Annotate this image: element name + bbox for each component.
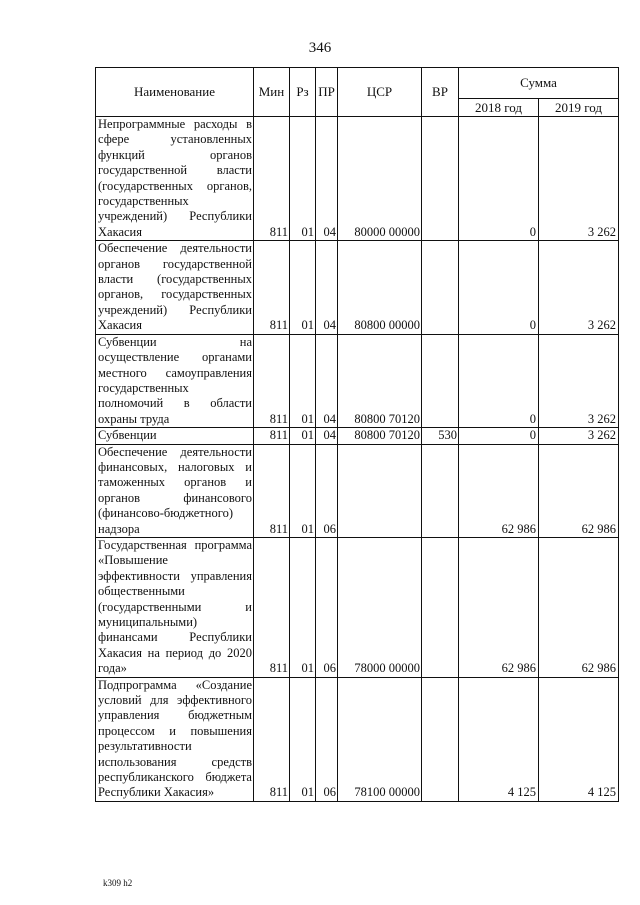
row-csr: 78000 00000 bbox=[338, 537, 422, 677]
row-pr: 06 bbox=[316, 677, 338, 801]
table-row bbox=[96, 117, 619, 241]
header-2018: 2018 год bbox=[459, 99, 539, 117]
row-csr: 80800 00000 bbox=[338, 241, 422, 334]
row-min: 811 bbox=[254, 334, 290, 427]
header-2019: 2019 год bbox=[539, 99, 619, 117]
header-pr: ПР bbox=[316, 68, 338, 117]
row-vr bbox=[422, 334, 459, 427]
row-min: 811 bbox=[254, 537, 290, 677]
row-pr: 04 bbox=[316, 117, 338, 241]
header-min: Мин bbox=[254, 68, 290, 117]
row-2018: 4 125 bbox=[459, 677, 539, 801]
header-sum: Сумма bbox=[459, 68, 619, 99]
row-rz: 01 bbox=[290, 334, 316, 427]
row-2019: 62 986 bbox=[539, 537, 619, 677]
row-csr: 80800 70120 bbox=[338, 428, 422, 444]
row-pr: 04 bbox=[316, 428, 338, 444]
row-rz: 01 bbox=[290, 537, 316, 677]
row-name: Государственная программа «Повышение эффективности управления общественными (государственными и муниципальными) финансами Республики Хакасия на период до 2020 года» bbox=[96, 537, 254, 677]
row-rz: 01 bbox=[290, 428, 316, 444]
row-rz: 01 bbox=[290, 241, 316, 334]
header-vr: ВР bbox=[422, 68, 459, 117]
footer-code: k309 h2 bbox=[103, 878, 133, 888]
row-csr: 80800 70120 bbox=[338, 334, 422, 427]
budget-table bbox=[95, 67, 619, 802]
header-csr: ЦСР bbox=[338, 68, 422, 117]
table-row bbox=[96, 537, 619, 677]
row-2018: 62 986 bbox=[459, 537, 539, 677]
row-2018: 0 bbox=[459, 428, 539, 444]
row-2018: 0 bbox=[459, 334, 539, 427]
table-row bbox=[96, 334, 619, 427]
row-csr: 78100 00000 bbox=[338, 677, 422, 801]
table-row bbox=[96, 677, 619, 801]
row-vr: 530 bbox=[422, 428, 459, 444]
table-row bbox=[96, 428, 619, 444]
row-rz: 01 bbox=[290, 677, 316, 801]
row-name: Непрограммные расходы в сфере установленных функций органов государственной власти (государственных органов, государственных учреждений) Республики Хакасия bbox=[96, 117, 254, 241]
row-2019: 4 125 bbox=[539, 677, 619, 801]
row-min: 811 bbox=[254, 677, 290, 801]
row-vr bbox=[422, 117, 459, 241]
header-rz: Рз bbox=[290, 68, 316, 117]
row-vr bbox=[422, 677, 459, 801]
row-min: 811 bbox=[254, 241, 290, 334]
row-2018: 0 bbox=[459, 117, 539, 241]
row-2019: 3 262 bbox=[539, 428, 619, 444]
row-vr bbox=[422, 537, 459, 677]
row-name: Обеспечение деятельности финансовых, налоговых и таможенных органов и органов финансового (финансово-бюджетного) надзора bbox=[96, 444, 254, 537]
row-vr bbox=[422, 444, 459, 537]
row-2019: 62 986 bbox=[539, 444, 619, 537]
row-2018: 62 986 bbox=[459, 444, 539, 537]
row-2019: 3 262 bbox=[539, 334, 619, 427]
row-min: 811 bbox=[254, 117, 290, 241]
row-2019: 3 262 bbox=[539, 117, 619, 241]
row-name: Субвенции на осуществление органами местного самоуправления государственных полномочий в области охраны труда bbox=[96, 334, 254, 427]
table-row bbox=[96, 241, 619, 334]
row-2018: 0 bbox=[459, 241, 539, 334]
row-2019: 3 262 bbox=[539, 241, 619, 334]
row-name: Подпрограмма «Создание условий для эффективного управления бюджетным процессом и повышения результативности использования средств республиканского бюджета Республики Хакасия» bbox=[96, 677, 254, 801]
row-name: Обеспечение деятельности органов государственной власти (государственных органов, государственных учреждений) Республики Хакасия bbox=[96, 241, 254, 334]
row-rz: 01 bbox=[290, 444, 316, 537]
row-vr bbox=[422, 241, 459, 334]
page-number: 346 bbox=[308, 40, 332, 56]
row-pr: 04 bbox=[316, 334, 338, 427]
row-min: 811 bbox=[254, 428, 290, 444]
row-csr bbox=[338, 444, 422, 537]
row-pr: 04 bbox=[316, 241, 338, 334]
header-name: Наименование bbox=[96, 68, 254, 117]
row-pr: 06 bbox=[316, 444, 338, 537]
row-min: 811 bbox=[254, 444, 290, 537]
row-csr: 80000 00000 bbox=[338, 117, 422, 241]
row-rz: 01 bbox=[290, 117, 316, 241]
table-row bbox=[96, 444, 619, 537]
row-name: Субвенции bbox=[96, 428, 254, 444]
row-pr: 06 bbox=[316, 537, 338, 677]
